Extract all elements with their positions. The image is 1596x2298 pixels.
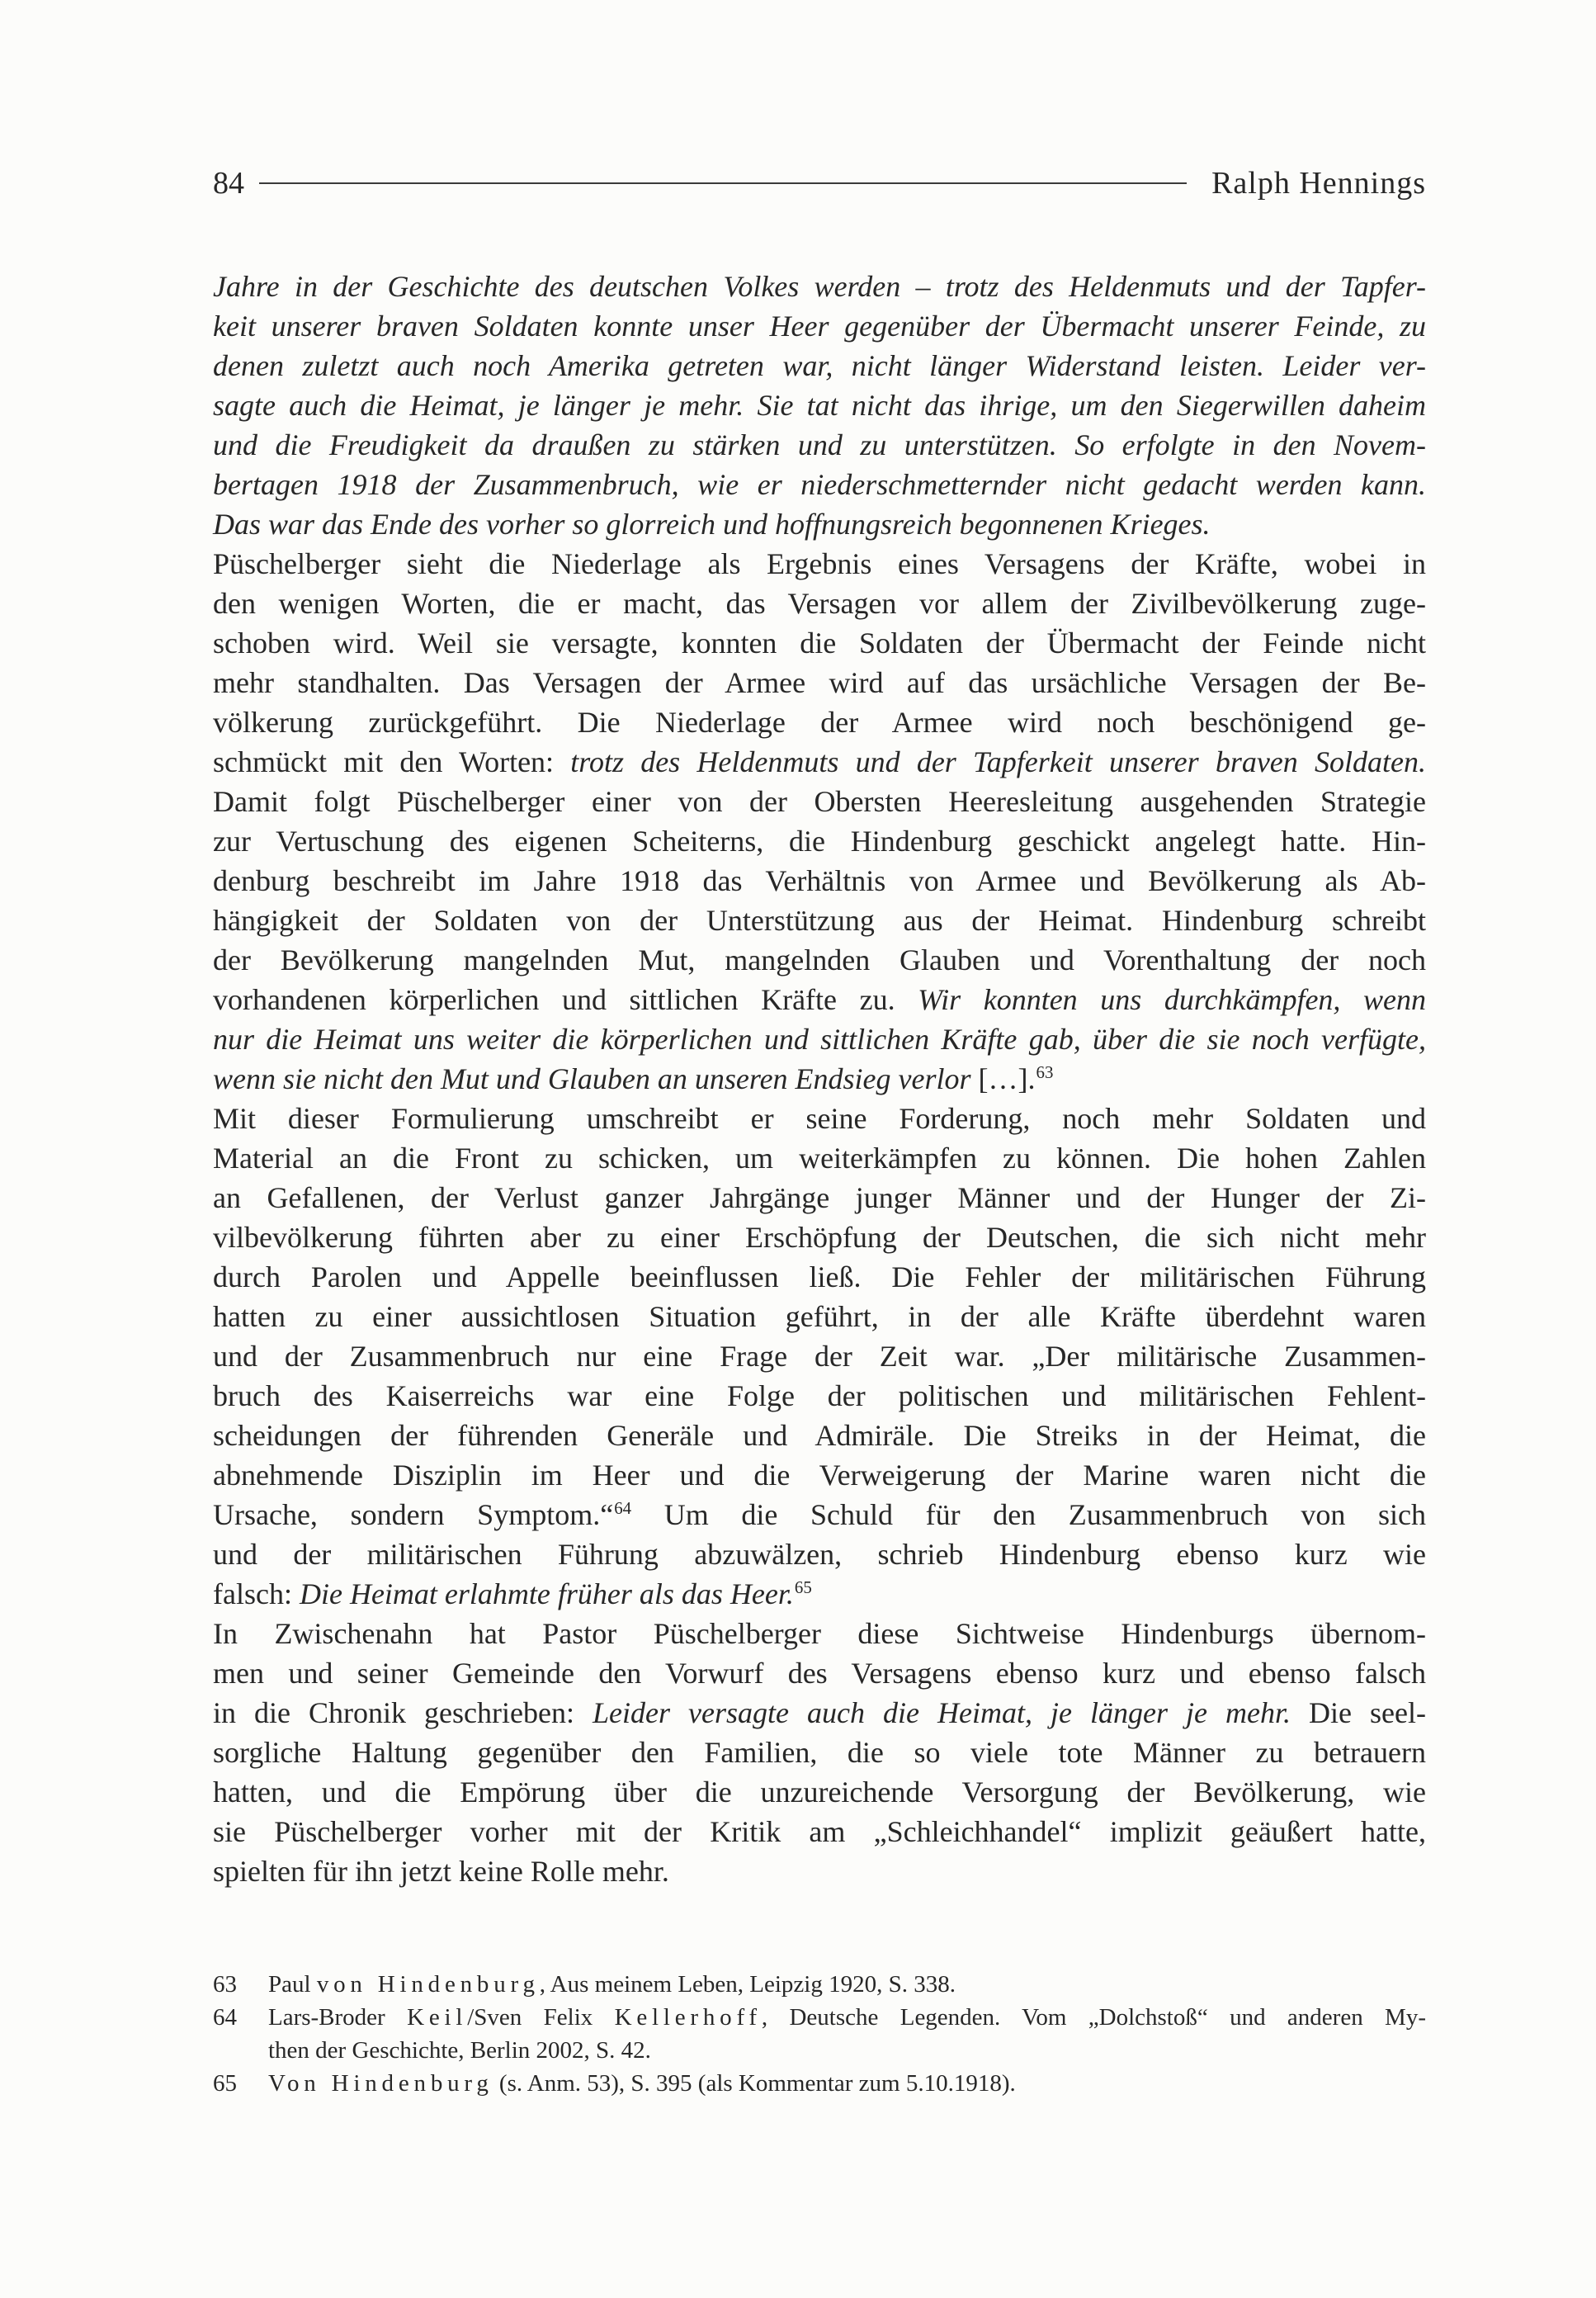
text-run: den wenigen Worten, die er macht, das Versagen vor allem der Zivilbevölkerung zuge- bbox=[213, 587, 1426, 620]
text-run: hatten zu einer aussichtlosen Situation geführt, in der alle Kräfte überdehnt waren bbox=[213, 1300, 1426, 1333]
text-line bbox=[213, 1336, 1426, 1376]
text-line bbox=[213, 1178, 1426, 1218]
text-run: hängigkeit der Soldaten von der Unterstützung aus der Heimat. Hindenburg schreibt bbox=[213, 904, 1426, 937]
text-line bbox=[213, 861, 1426, 901]
text-run: und der militärischen Führung abzuwälzen, schrieb Hindenburg ebenso kurz wie bbox=[213, 1538, 1426, 1571]
text-line bbox=[213, 584, 1426, 623]
text-run: Die seel- bbox=[1291, 1696, 1426, 1729]
text-run: mehr standhalten. Das Versagen der Armee wird auf das ursächliche Versagen der Be- bbox=[213, 666, 1426, 699]
author-name: Von Hindenburg bbox=[268, 2070, 493, 2097]
text-line bbox=[213, 504, 1426, 544]
text-line bbox=[213, 980, 1426, 1019]
text-line bbox=[213, 425, 1426, 465]
text-run: denburg beschreibt im Jahre 1918 das Verhältnis von Armee und Bevölkerung als Ab- bbox=[213, 864, 1426, 897]
text-run: falsch: bbox=[213, 1577, 300, 1610]
text-run: nur die Heimat uns weiter die körperlichen und sittlichen Kräfte gab, über die sie noch verfügte, bbox=[213, 1023, 1426, 1056]
text-run: Püschelberger sieht die Niederlage als Ergebnis eines Versagens der Kräfte, wobei in bbox=[213, 547, 1426, 580]
text-run: , Deutsche Legenden. Vom „Dolchstoß“ und anderen My- bbox=[761, 2004, 1427, 2031]
text-run: Material an die Front zu schicken, um weiterkämpfen zu können. Die hohen Zahlen bbox=[213, 1142, 1426, 1175]
text-line bbox=[213, 1772, 1426, 1812]
footnote-ref: 65 bbox=[794, 1577, 812, 1598]
text-line bbox=[213, 1614, 1426, 1653]
footnote-ref: 64 bbox=[614, 1498, 632, 1519]
text-line bbox=[213, 1376, 1426, 1416]
text-line bbox=[213, 1297, 1426, 1336]
text-run: in die Chronik geschrieben: bbox=[213, 1696, 593, 1729]
text-run: an Gefallenen, der Verlust ganzer Jahrgänge junger Männer und der Hunger der Zi- bbox=[213, 1181, 1426, 1214]
text-run: keit unserer braven Soldaten konnte unser Heer gegenüber der Übermacht unserer Feinde, zu bbox=[213, 310, 1426, 343]
text-line bbox=[213, 1416, 1426, 1455]
text-run: der Bevölkerung mangelnden Mut, mangelnden Glauben und Vorenthaltung der noch bbox=[213, 943, 1426, 976]
text-run: durch Parolen und Appelle beeinflussen ließ. Die Fehler der militärischen Führung bbox=[213, 1260, 1426, 1293]
footnotes bbox=[213, 1968, 1426, 2100]
text-run: und die Freudigkeit da draußen zu stärken und zu unterstützen. So erfolgte in den Novem- bbox=[213, 428, 1426, 461]
footnote-text bbox=[268, 2067, 1426, 2100]
author-name: von Hindenburg bbox=[316, 1971, 540, 1998]
text-line bbox=[213, 1495, 1426, 1534]
text-run: Das war das Ende des vorher so glorreich und hoffnungsreich begonnenen Krieges. bbox=[213, 508, 1211, 541]
footnote bbox=[213, 1968, 1426, 2001]
footnote-number: 65 bbox=[213, 2070, 237, 2097]
footnote-line bbox=[268, 1968, 1426, 2001]
paragraph bbox=[213, 1614, 1426, 1891]
text-run: schoben wird. Weil sie versagte, konnten die Soldaten der Übermacht der Feinde nicht bbox=[213, 627, 1426, 660]
author-name: Kellerhoff bbox=[614, 2004, 762, 2031]
text-run: vilbevölkerung führten aber zu einer Erschöpfung der Deutschen, die sich nicht mehr bbox=[213, 1221, 1426, 1254]
text-line bbox=[213, 1733, 1426, 1772]
text-run: sagte auch die Heimat, je länger je mehr. Sie tat nicht das ihrige, um den Siegerwillen daheim bbox=[213, 389, 1426, 422]
text-run: […]. bbox=[978, 1062, 1036, 1095]
text-line bbox=[213, 346, 1426, 385]
text-run: spielten für ihn jetzt keine Rolle mehr. bbox=[213, 1855, 669, 1888]
text-line bbox=[213, 306, 1426, 346]
text-line bbox=[213, 940, 1426, 980]
paragraph bbox=[213, 267, 1426, 544]
text-run: abnehmende Disziplin im Heer und die Verweigerung der Marine waren nicht die bbox=[213, 1459, 1426, 1492]
text-line bbox=[213, 663, 1426, 702]
text-line bbox=[213, 821, 1426, 861]
text-line bbox=[213, 1019, 1426, 1059]
text-line bbox=[213, 1099, 1426, 1138]
text-line bbox=[213, 1257, 1426, 1297]
text-run: trotz des Heldenmuts und der Tapferkeit unserer braven Soldaten. bbox=[570, 745, 1426, 778]
running-header bbox=[213, 163, 1426, 203]
text-run: denen zuletzt auch noch Amerika getreten war, nicht länger Widerstand leisten. Leider ver- bbox=[213, 349, 1426, 382]
text-line bbox=[213, 544, 1426, 584]
text-run: Lars-Broder bbox=[268, 2004, 408, 2031]
text-line bbox=[213, 1138, 1426, 1178]
text-line bbox=[213, 1455, 1426, 1495]
text-line bbox=[213, 1693, 1426, 1733]
text-run: In Zwischenahn hat Pastor Püschelberger diese Sichtweise Hindenburgs übernom- bbox=[213, 1617, 1426, 1650]
text-line bbox=[213, 901, 1426, 940]
footnote-text bbox=[268, 1968, 1426, 2001]
text-line bbox=[213, 623, 1426, 663]
text-run: bruch des Kaiserreichs war eine Folge der politischen und militärischen Fehlent- bbox=[213, 1379, 1426, 1412]
paragraph bbox=[213, 544, 1426, 1099]
text-run: men und seiner Gemeinde den Vorwurf des Versagens ebenso kurz und ebenso falsch bbox=[213, 1657, 1426, 1690]
text-run: Paul bbox=[268, 1971, 317, 1998]
text-line bbox=[213, 1218, 1426, 1257]
text-line bbox=[213, 1851, 1426, 1891]
text-line bbox=[213, 465, 1426, 504]
text-run: Leider versagte auch die Heimat, je länger je mehr. bbox=[593, 1696, 1291, 1729]
text-line bbox=[213, 1059, 1426, 1099]
text-run: vorhandenen körperlichen und sittlichen Kräfte zu. bbox=[213, 983, 918, 1016]
text-run: sie Püschelberger vorher mit der Kritik am „Schleichhandel“ implizit geäußert hatte, bbox=[213, 1815, 1426, 1848]
text-line bbox=[213, 385, 1426, 425]
body-text bbox=[213, 267, 1426, 1891]
running-title: Ralph Hennings bbox=[1211, 166, 1426, 201]
text-run: sorgliche Haltung gegenüber den Familien, die so viele tote Männer zu betrauern bbox=[213, 1736, 1426, 1769]
text-run: und der Zusammenbruch nur eine Frage der Zeit war. „Der militärische Zusammen- bbox=[213, 1340, 1426, 1373]
text-run: Ursache, sondern Symptom.“ bbox=[213, 1498, 614, 1531]
text-run: hatten, und die Empörung über die unzureichende Versorgung der Bevölkerung, wie bbox=[213, 1776, 1426, 1809]
text-line bbox=[213, 267, 1426, 306]
text-run: Jahre in der Geschichte des deutschen Volkes werden – trotz des Heldenmuts und der Tapfer- bbox=[213, 270, 1426, 303]
text-run: /Sven Felix bbox=[467, 2004, 615, 2031]
footnote-ref: 63 bbox=[1036, 1062, 1054, 1083]
header-rule bbox=[259, 182, 1187, 184]
text-run: Wir konnten uns durchkämpfen, wenn bbox=[918, 983, 1426, 1016]
text-run: Mit dieser Formulierung umschreibt er seine Forderung, noch mehr Soldaten und bbox=[213, 1102, 1426, 1135]
text-run: then der Geschichte, Berlin 2002, S. 42. bbox=[268, 2037, 651, 2064]
page-number: 84 bbox=[213, 166, 244, 201]
text-run: bertagen 1918 der Zusammenbruch, wie er niederschmetternder nicht gedacht werden kann. bbox=[213, 468, 1426, 501]
footnote bbox=[213, 2001, 1426, 2067]
text-line bbox=[213, 1534, 1426, 1574]
text-run: Die Heimat erlahmte früher als das Heer. bbox=[299, 1577, 794, 1610]
footnote bbox=[213, 2067, 1426, 2100]
footnote-line bbox=[268, 2067, 1426, 2100]
text-line bbox=[213, 1574, 1426, 1614]
text-run: zur Vertuschung des eigenen Scheiterns, die Hindenburg geschickt angelegt hatte. Hin- bbox=[213, 825, 1426, 858]
text-line bbox=[213, 1812, 1426, 1851]
author-name: Keil bbox=[407, 2004, 468, 2031]
text-line bbox=[213, 1653, 1426, 1693]
text-run: Damit folgt Püschelberger einer von der Obersten Heeresleitung ausgehenden Strategie bbox=[213, 785, 1426, 818]
text-line bbox=[213, 742, 1426, 782]
text-run: völkerung zurückgeführt. Die Niederlage der Armee wird noch beschönigend ge- bbox=[213, 706, 1426, 739]
footnote-line bbox=[268, 2001, 1426, 2034]
footnote-text bbox=[268, 2001, 1426, 2067]
footnote-number: 64 bbox=[213, 2004, 237, 2031]
text-run: wenn sie nicht den Mut und Glauben an unseren Endsieg verlor bbox=[213, 1062, 979, 1095]
footnote-line bbox=[268, 2034, 1426, 2067]
text-line bbox=[213, 782, 1426, 821]
text-run: scheidungen der führenden Generäle und Admiräle. Die Streiks in der Heimat, die bbox=[213, 1419, 1426, 1452]
paragraph bbox=[213, 1099, 1426, 1614]
text-run: schmückt mit den Worten: bbox=[213, 745, 571, 778]
footnote-number: 63 bbox=[213, 1971, 237, 1998]
text-run: , Aus meinem Leben, Leipzig 1920, S. 338. bbox=[539, 1971, 956, 1998]
text-run: Um die Schuld für den Zusammenbruch von sich bbox=[631, 1498, 1426, 1531]
text-line bbox=[213, 702, 1426, 742]
text-run: (s. Anm. 53), S. 395 (als Kommentar zum 5.10.1918). bbox=[493, 2070, 1016, 2097]
